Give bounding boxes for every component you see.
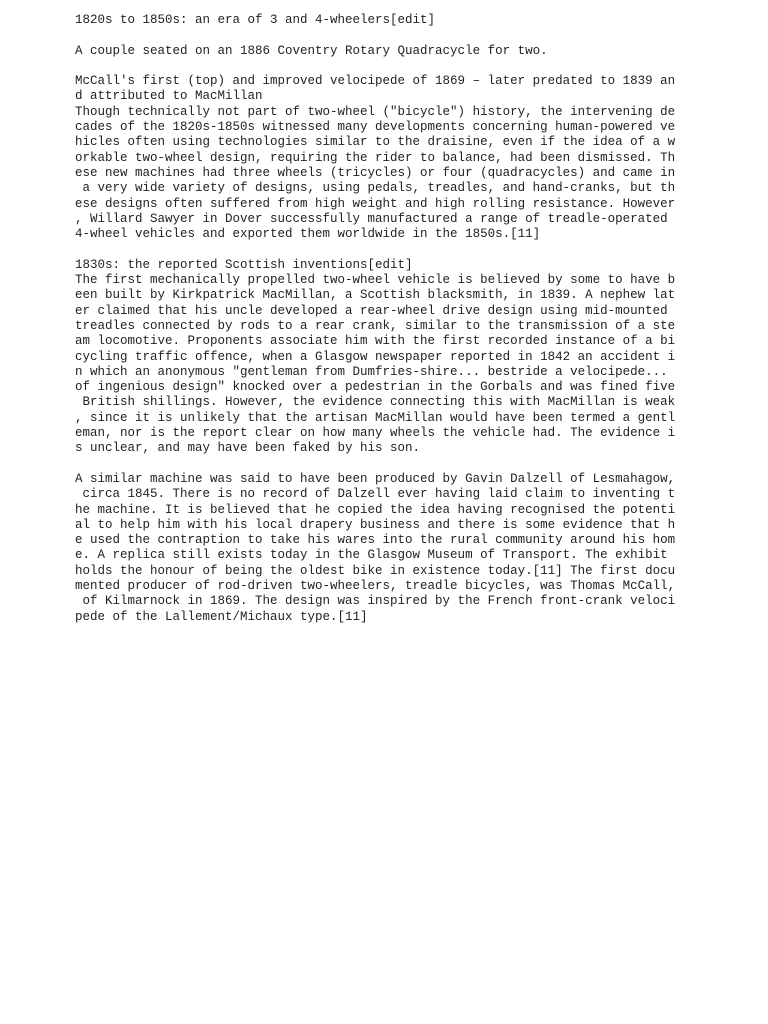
- text-line: A similar machine was said to have been produced by Gavin Dalzell of Lesmahagow,: [75, 471, 676, 486]
- text-line: n which an anonymous "gentleman from Dumfries-shire... bestride a velocipede...: [75, 364, 668, 379]
- paragraph-dalzell: [75, 472, 675, 625]
- text-line: a very wide variety of designs, using pedals, treadles, and hand-cranks, but th: [75, 181, 676, 196]
- paragraph-gap: [75, 59, 675, 74]
- text-line: , since it is unlikely that the artisan MacMillan would have been termed a gentl: [75, 410, 676, 425]
- text-line: mented producer of rod-driven two-wheelers, treadle bicycles, was Thomas McCall,: [75, 578, 676, 593]
- article-text: [75, 13, 675, 625]
- text-line: er claimed that his uncle developed a rear-wheel drive design using mid-mounted: [75, 303, 676, 318]
- text-line: een built by Kirkpatrick MacMillan, a Scottish blacksmith, in 1839. A nephew lat: [75, 288, 676, 303]
- text-line: am locomotive. Proponents associate him with the first recorded instance of a bi: [75, 334, 676, 349]
- text-line: eman, nor is the report clear on how many wheels the vehicle had. The evidence i: [75, 426, 676, 441]
- text-line: e. A replica still exists today in the Glasgow Museum of Transport. The exhibit: [75, 548, 676, 563]
- text-line: al to help him with his local drapery business and there is some evidence that h: [75, 517, 676, 532]
- text-line: orkable two-wheel design, requiring the rider to balance, had been dismissed. Th: [75, 150, 676, 165]
- text-line: hicles often using technologies similar to the draisine, even if the idea of a w: [75, 135, 676, 150]
- text-line: A couple seated on an 1886 Coventry Rotary Quadracycle for two.: [75, 43, 548, 58]
- text-line: 1820s to 1850s: an era of 3 and 4-wheelers[edit]: [75, 13, 436, 27]
- paragraph-gap: [75, 242, 675, 257]
- section-1830s-scottish-inventions: [75, 258, 675, 457]
- text-line: McCall's first (top) and improved velocipede of 1869 – later predated to 1839 an: [75, 74, 676, 89]
- text-line: ese new machines had three wheels (tricycles) or four (quadracycles) and came in: [75, 165, 676, 180]
- paragraph-3-4-wheelers: [75, 74, 675, 242]
- text-line: 4-wheel vehicles and exported them worldwide in the 1850s.[11]: [75, 227, 541, 242]
- text-line: circa 1845. There is no record of Dalzell ever having laid claim to inventing t: [75, 487, 676, 502]
- paragraph-gap: [75, 457, 675, 472]
- text-line: holds the honour of being the oldest bike in existence today.[11] The first docu: [75, 563, 676, 578]
- text-line: treadles connected by rods to a rear crank, similar to the transmission of a ste: [75, 318, 676, 333]
- text-line: , Willard Sawyer in Dover successfully manufactured a range of treadle-operated: [75, 211, 676, 226]
- text-line: ese designs often suffered from high weight and high rolling resistance. However: [75, 196, 676, 211]
- text-line: d attributed to MacMillan: [75, 89, 263, 104]
- text-line: pede of the Lallement/Michaux type.[11]: [75, 609, 368, 624]
- text-line: 1830s: the reported Scottish inventions[edit]: [75, 257, 413, 272]
- text-line: Though technically not part of two-wheel ("bicycle") history, the intervening de: [75, 104, 676, 119]
- text-line: he machine. It is believed that he copied the idea having recognised the potenti: [75, 502, 676, 517]
- text-line: e used the contraption to take his wares into the rural community around his hom: [75, 533, 676, 548]
- text-line: cycling traffic offence, when a Glasgow newspaper reported in 1842 an accident i: [75, 349, 676, 364]
- text-line: s unclear, and may have been faked by his son.: [75, 441, 421, 456]
- text-line: The first mechanically propelled two-wheel vehicle is believed by some to have b: [75, 273, 676, 288]
- section-heading-1820s-1850s: [75, 13, 675, 28]
- text-line: of ingenious design" knocked over a pedestrian in the Gorbals and was fined five: [75, 380, 676, 395]
- text-line: of Kilmarnock in 1869. The design was inspired by the French front-crank veloci: [75, 594, 676, 609]
- text-line: British shillings. However, the evidence connecting this with MacMillan is weak: [75, 395, 676, 410]
- photo-caption-quadracycle: [75, 44, 675, 59]
- text-line: cades of the 1820s-1850s witnessed many developments concerning human-powered ve: [75, 120, 676, 135]
- paragraph-gap: [75, 28, 675, 43]
